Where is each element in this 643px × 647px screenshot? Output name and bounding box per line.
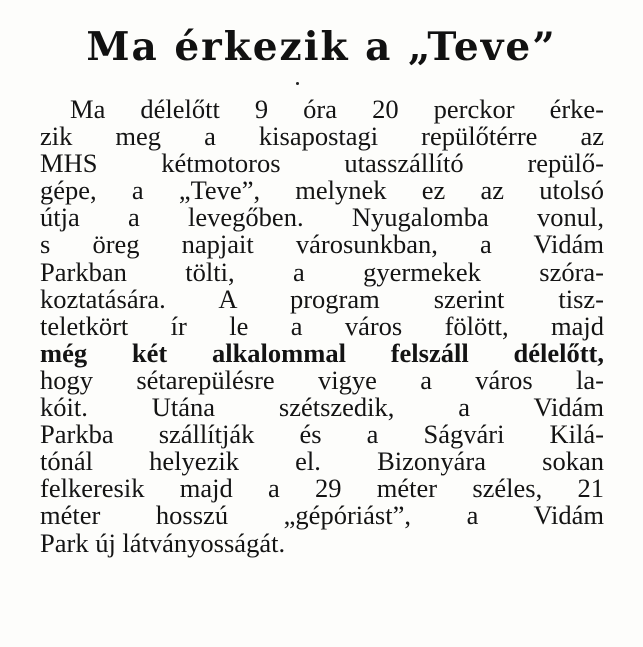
article-line: felkeresik majd a 29 méter széles, 21 <box>40 473 604 504</box>
article-line: hogy sétarepülésre vigye a város la- <box>40 364 604 395</box>
article-line: útja a levegőben. Nyugalomba vonul, <box>40 202 604 233</box>
article-line: méter hosszú „gépóriást”, a Vidám <box>40 500 604 531</box>
article-line: kóit. Utána szétszedik, a Vidám <box>40 392 604 423</box>
article-line: gépe, a „Teve”, melynek ez az utolsó <box>40 175 604 206</box>
article-line: koztatására. A program szerint tisz- <box>40 283 604 314</box>
article-line: Parkban tölti, a gyermekek szóra- <box>40 256 604 287</box>
headline: Ma érkezik a „Teve” <box>86 24 557 70</box>
article-line: Parkba szállítják és a Ságvári Kilá- <box>40 419 604 450</box>
article-line: teletkört ír le a város fölött, majd <box>40 310 604 341</box>
article-line: tónál helyezik el. Bizonyára sokan <box>40 446 604 477</box>
article-line: MHS kétmotoros utasszállító repülő- <box>40 148 604 179</box>
article-line: s öreg napjait városunkban, a Vidám <box>40 229 604 260</box>
article-line: még két alkalommal felszáll délelőtt, <box>40 337 604 368</box>
divider-dot <box>296 82 299 85</box>
article-line: Park új látványosságát. <box>40 527 286 558</box>
article-body <box>40 96 604 557</box>
article-line: zik meg a kisapostagi repülőtérre az <box>40 121 604 152</box>
article-line: Ma délelőtt 9 óra 20 perckor érke- <box>70 94 604 124</box>
